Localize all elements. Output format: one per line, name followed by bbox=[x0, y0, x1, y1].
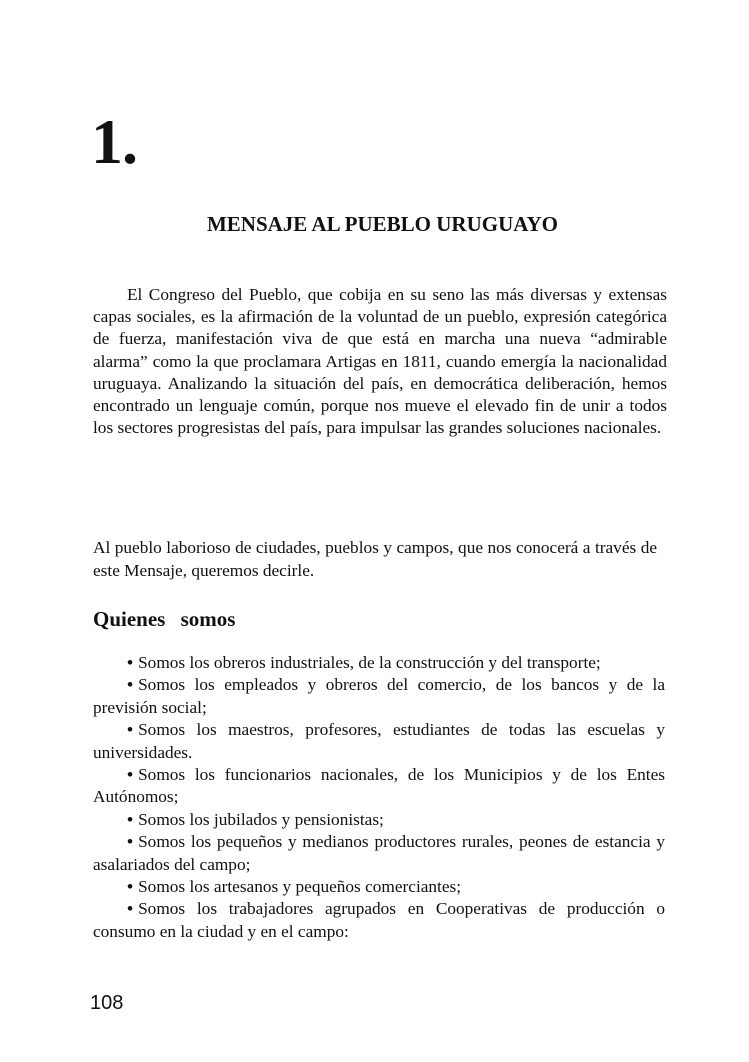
bullet-icon: • bbox=[127, 877, 134, 897]
list-item-text: Somos los empleados y obreros del comercio, de los bancos y de la previsión social; bbox=[93, 675, 665, 717]
list-item bbox=[93, 831, 665, 876]
chapter-title: MENSAJE AL PUEBLO URUGUAYO bbox=[206, 212, 559, 236]
intro-paragraph: El Congreso del Pueblo, que cobija en su seno las más diversas y extensas capas sociales, es la afirmación de la voluntad de un pueblo, expresión categórica de fuerza, manifestación viva de que está en marcha una nueva “admirable alarma” como la que proclamara Artigas en 1811, cuando emergía la nacionalidad uruguaya. Analizando la situación del país, en democrática deliberación, hemos encontrado un lenguaje común, porque nos mueve el elevado fin de unir a todos los sectores progresistas del país, para impulsar las grandes soluciones nacionales. bbox=[93, 285, 667, 438]
list-item-text: Somos los pequeños y medianos productores rurales, peones de estancia y asalariados del campo; bbox=[93, 832, 665, 874]
list-item-text: Somos los jubilados y pensionistas; bbox=[138, 809, 384, 829]
bullet-icon: • bbox=[127, 765, 134, 785]
list-item bbox=[93, 898, 665, 943]
bullet-icon: • bbox=[127, 809, 134, 829]
list-item bbox=[93, 809, 665, 831]
page-number: 108 bbox=[90, 992, 124, 1014]
list-item bbox=[93, 652, 665, 674]
list-item-text: Somos los obreros industriales, de la construcción y del transporte; bbox=[138, 653, 601, 672]
list-item-text: Somos los trabajadores agrupados en Cooperativas de producción o consumo en la ciudad y en el campo: bbox=[93, 899, 665, 941]
list-item-text: Somos los funcionarios nacionales, de los Municipios y de los Entes Autónomos; bbox=[93, 765, 665, 807]
list-item-text: Somos los artesanos y pequeños comerciantes; bbox=[138, 877, 462, 897]
list-item bbox=[93, 719, 665, 764]
list-item-text: Somos los maestros, profesores, estudiantes de todas las escuelas y universidades. bbox=[93, 720, 665, 762]
list-item bbox=[93, 674, 665, 719]
list-item bbox=[93, 876, 665, 898]
bullet-icon: • bbox=[127, 832, 134, 852]
bullet-icon: • bbox=[127, 653, 134, 672]
bullet-icon: • bbox=[127, 720, 134, 740]
chapter-number: 1. bbox=[91, 106, 137, 177]
bullet-icon: • bbox=[127, 675, 134, 695]
bullet-icon: • bbox=[127, 899, 134, 919]
list-item bbox=[93, 764, 665, 809]
section-heading: Quienes somos bbox=[93, 607, 236, 631]
bullet-list bbox=[93, 652, 665, 943]
address-paragraph: Al pueblo laborioso de ciudades, pueblos y campos, que nos conocerá a través de este Mensaje, queremos decirle. bbox=[93, 538, 657, 580]
